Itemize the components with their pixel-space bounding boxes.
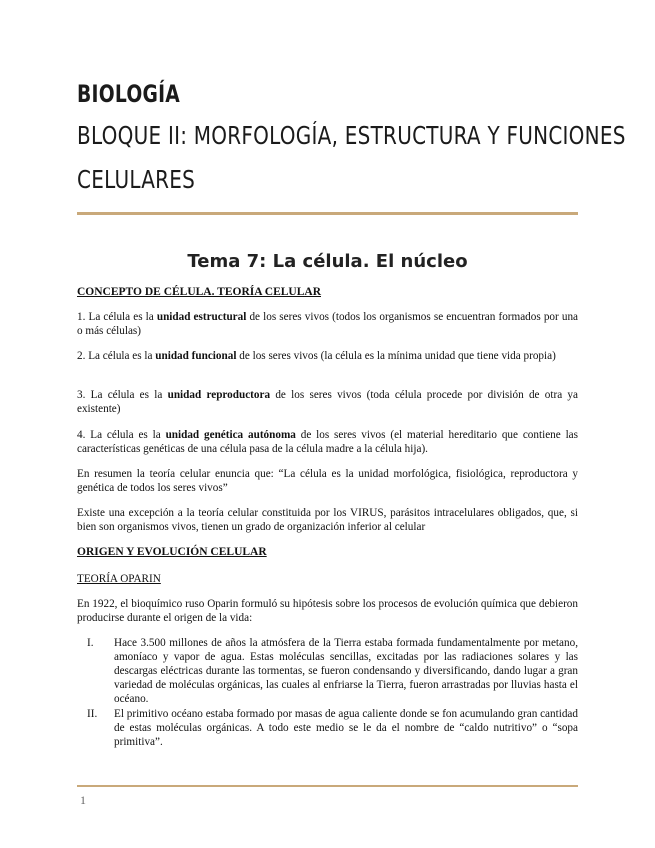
paragraph-virus-exception: Existe una excepción a la teoría celular constituida por los VIRUS, parásitos intracelulares obligados, que, si bien son organismos vivos, tienen un grado de organización inferior al celular xyxy=(77,507,578,533)
paragraph-4-pre: 4. La célula es la xyxy=(77,429,166,441)
paragraph-2-post: de los seres vivos (la célula es la mínima unidad que tiene vida propia) xyxy=(236,350,556,362)
paragraph-oparin-intro: En 1922, el bioquímico ruso Oparin formuló su hipótesis sobre los procesos de evolución química que debieron producirse durante el origen de la vida: xyxy=(77,598,578,624)
paragraph-3 xyxy=(77,388,578,416)
subject-title: BIOLOGÍA xyxy=(77,80,181,108)
paragraph-3-bold: unidad reproductora xyxy=(167,389,271,401)
block-title-line1: BLOQUE II: MORFOLOGÍA, ESTRUCTURA Y FUNCIONES xyxy=(77,121,626,150)
paragraph-4-bold: unidad genética autónoma xyxy=(165,429,296,441)
paragraph-3-post: de los seres vivos (toda célula procede por división de otra ya existente) xyxy=(77,389,578,415)
paragraph-4 xyxy=(77,428,578,456)
block-title-line2: CELULARES xyxy=(77,165,196,194)
list-item-text: El primitivo océano estaba formado por masas de agua caliente donde se fon acumulando gran cantidad de estas moléculas orgánicas. A todo este medio se le da el nombre de “caldo nutritivo” o “sopa primitiva”. xyxy=(114,708,578,748)
topic-title: Tema 7: La célula. El núcleo xyxy=(187,251,468,272)
list-item-number: II. xyxy=(87,708,98,720)
paragraph-2-pre: 2. La célula es la xyxy=(77,350,156,362)
paragraph-3-pre: 3. La célula es la xyxy=(77,389,168,401)
paragraph-summary: En resumen la teoría celular enuncia que: “La célula es la unidad morfológica, fisiológica, reproductora y genética de todos los seres vivos” xyxy=(77,468,578,494)
paragraph-1-post: de los seres vivos (todos los organismos se encuentran formados por una o más células) xyxy=(77,311,578,337)
subheading-oparin: TEORÍA OPARIN xyxy=(77,573,161,585)
paragraph-2-bold: unidad funcional xyxy=(155,350,237,362)
paragraph-1-bold: unidad estructural xyxy=(156,311,247,323)
paragraph-1-pre: 1. La célula es la xyxy=(77,311,157,323)
list-item-text: Hace 3.500 millones de años la atmósfera de la Tierra estaba formada fundamentalmente por metano, amoníaco y vapor de agua. Estas moléculas sencillas, excitadas por las radiaciones solares y las descargas eléctricas durante las tormentas, se fueron condensando y diversificando, dando lugar a gran variedad de moléculas orgánicas, las cuales al enfriarse la Tierra, fueron arrastradas por lluvias hasta el océano. xyxy=(114,637,578,705)
page-number: 1 xyxy=(80,793,86,807)
footer-divider xyxy=(77,785,578,787)
paragraph-4-post: de los seres vivos (el material hereditario que contiene las características genéticas de una célula pasa de la célula madre a la célula hija). xyxy=(77,429,579,455)
paragraph-2 xyxy=(77,349,578,363)
header-divider xyxy=(77,212,578,215)
section-heading-cell-theory: CONCEPTO DE CÉLULA. TEORÍA CELULAR xyxy=(77,286,321,298)
section-heading-origin: ORIGEN Y EVOLUCIÓN CELULAR xyxy=(77,546,267,558)
list-item-number: I. xyxy=(87,637,94,649)
paragraph-1 xyxy=(77,310,578,338)
